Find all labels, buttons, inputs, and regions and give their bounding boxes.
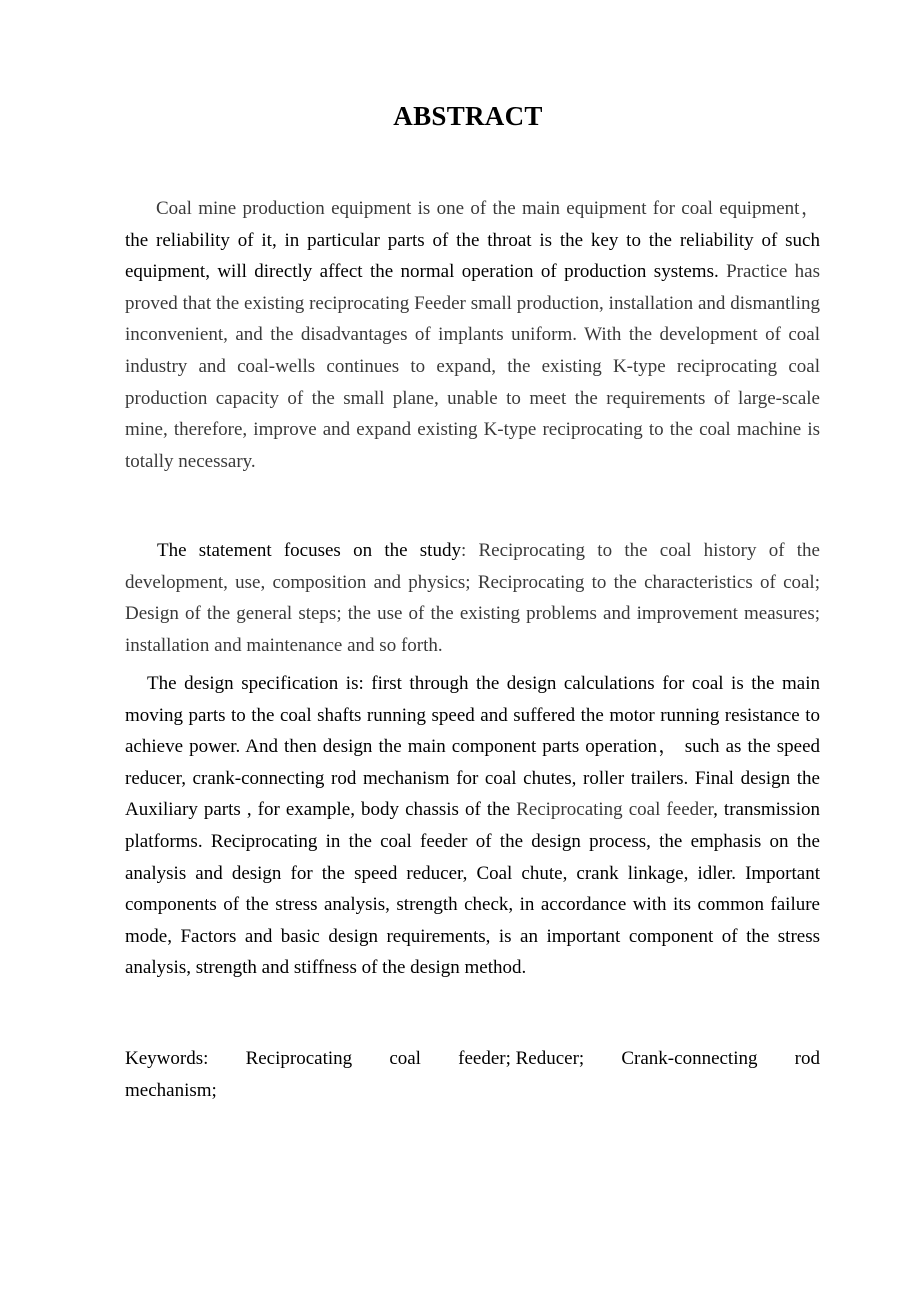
keywords-line-2: mechanism; (125, 1079, 217, 1101)
paragraph-3-intro: The design specification is: first through the design calculations for coal is the main moving parts to the coal shafts running speed and suffered the motor running resistance to achieve power. And then design the main component parts operation， such as the speed reducer, crank-connecting rod mechanism for coal chutes, roller trailers. Final design the Auxiliary parts , for example, body chassis of the (125, 673, 820, 821)
keyword-word: Reciprocating (245, 1048, 353, 1069)
paragraph-1-intro: Coal mine production equipment is one of the main equipment for coal equipment， (156, 198, 820, 219)
abstract-paragraph-3 (125, 668, 820, 984)
abstract-paragraph-1 (125, 193, 820, 477)
paragraph-3-body: , transmission platforms. Reciprocating in the coal feeder of the design process, the emphasis on the analysis and design for the speed reducer, Coal chute, crank linkage, idler. Important components of the stress analysis, strength check, in accordance with its common failure mode, Factors and basic design requirements, is an important component of the stress analysis, strength and stiffness of the design method. (125, 799, 820, 979)
paragraph-1-reliability: the reliability of it, in particular parts of the throat is the key to the reliability of such equipment, will directly affect the normal operation of production systems. (125, 229, 820, 283)
abstract-paragraph-2 (125, 535, 820, 661)
paragraph-1-practice: Practice has proved that the existing reciprocating Feeder small production, installation and dismantling inconvenient, and the disadvantages of implants uniform. With the development of coal industry and coal-wells continues to expand, the existing K-type reciprocating coal production capacity of the small plane, unable to meet the requirements of large-scale mine, therefore, improve and expand existing K-type reciprocating to the coal machine is totally necessary. (125, 261, 820, 472)
page-title: ABSTRACT (393, 101, 543, 131)
paragraph-2-lead: The statement focuses on the study (157, 540, 461, 561)
keyword-word: feeder; Reducer; (458, 1048, 585, 1069)
keywords-line-1 (125, 1043, 820, 1075)
paragraph-2-body: : Reciprocating to the coal history of the development, use, composition and physics; Reciprocating to the characteristics of coal; Design of the general steps; the use of the existing problems and improvement measures; installation and maintenance and so forth. (125, 540, 820, 656)
keywords-label: Keywords: (125, 1048, 209, 1069)
keywords-block (125, 1043, 820, 1106)
keyword-word: Crank-connecting (621, 1048, 758, 1069)
keyword-word: coal (389, 1048, 421, 1069)
paragraph-3-feeder-term: Reciprocating coal feeder (516, 799, 714, 821)
keyword-word: rod (794, 1048, 820, 1069)
